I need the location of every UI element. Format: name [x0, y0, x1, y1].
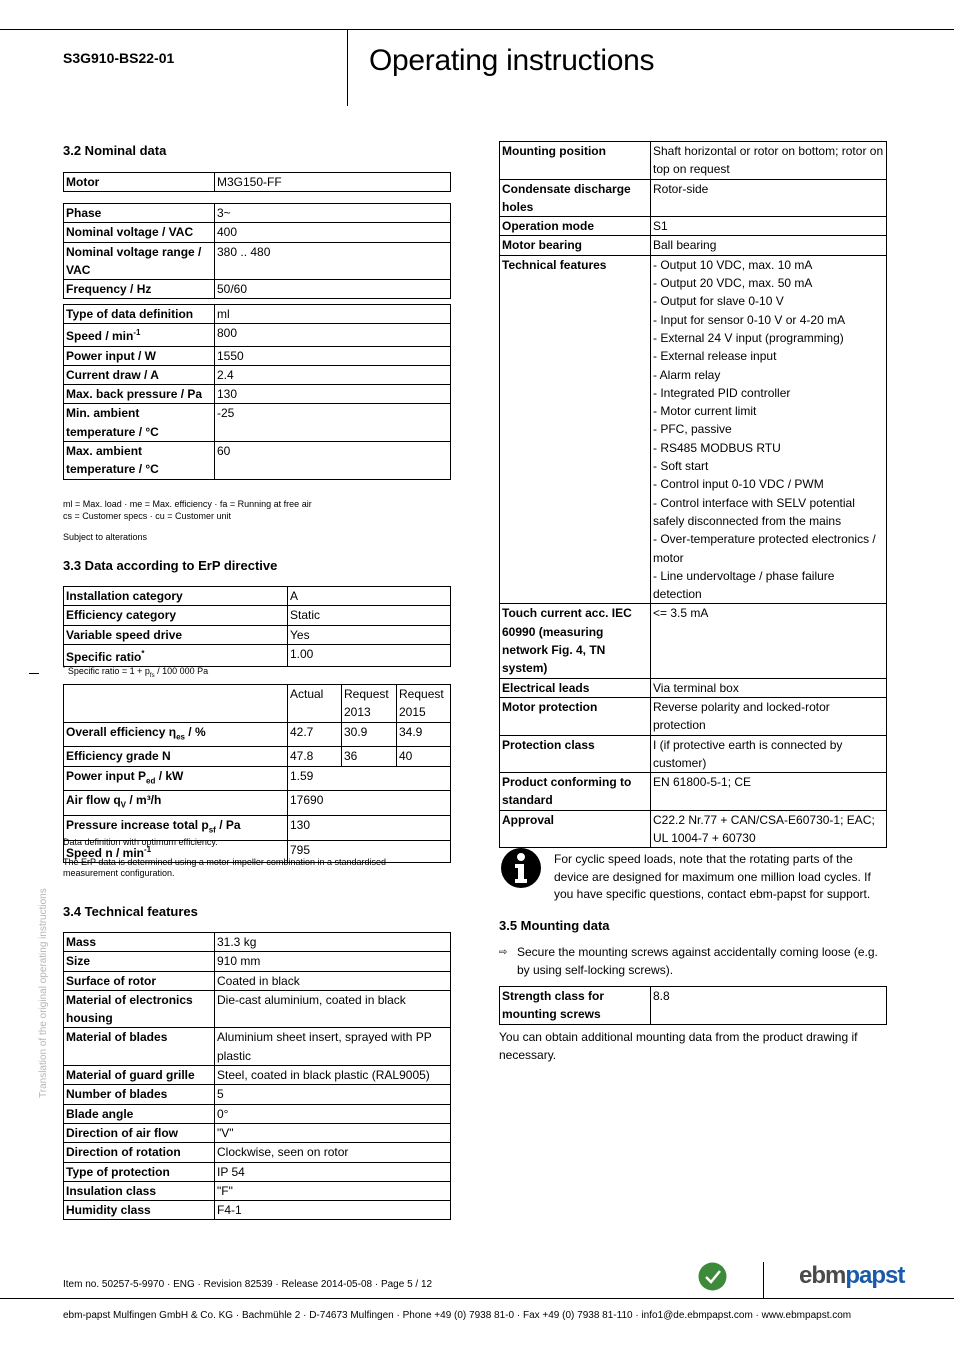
header-divider — [347, 29, 348, 106]
row-label: Condensate discharge holes — [500, 179, 651, 217]
row-value: 36 — [342, 747, 397, 766]
row-value: 47.8 — [288, 747, 342, 766]
margin-tick — [29, 673, 39, 674]
row-value: 50/60 — [215, 280, 451, 299]
row-label: Nominal voltage range / VAC — [64, 242, 215, 280]
ebmpapst-logo[interactable]: ebmpapst — [799, 1262, 905, 1289]
erp-note-1: Data definition with optimum efficiency. — [63, 837, 218, 847]
row-value: Aluminium sheet insert, sprayed with PP plastic — [215, 1028, 451, 1066]
table-row — [64, 791, 451, 816]
table-row — [64, 766, 451, 791]
table-row — [64, 305, 451, 324]
row-label: Blade angle — [64, 1104, 215, 1123]
table-row — [64, 1085, 451, 1104]
row-label: Technical features — [500, 255, 651, 604]
row-label: Protection class — [500, 735, 651, 773]
row-value: Clockwise, seen on rotor — [215, 1143, 451, 1162]
table-row — [500, 678, 887, 697]
motor-table — [63, 172, 451, 192]
footer-divider — [763, 1262, 764, 1298]
row-label: Efficiency category — [64, 606, 288, 625]
row-value: <= 3.5 mA — [651, 604, 887, 678]
table-row — [500, 697, 887, 735]
row-value: 1.00 — [288, 644, 451, 666]
table-row — [500, 236, 887, 255]
row-value: 17690 — [288, 791, 451, 816]
row-label: Power input $P_{ed}$ / kW — [64, 766, 288, 791]
row-label: Nominal voltage / VAC — [64, 223, 215, 242]
table-row — [64, 442, 451, 480]
table-row — [64, 204, 451, 223]
row-value: 30.9 — [342, 722, 397, 747]
row-value: 31.3 kg — [215, 933, 451, 952]
erp-note-2: The ErP data is determined using a motor-impeller combination in a standardised measurement configuration. — [63, 857, 387, 878]
row-value: Shaft horizontal or rotor on bottom; rotor on top on request — [651, 142, 887, 180]
footer-company: ebm-papst Mulfingen GmbH & Co. KG · Bachmühle 2 · D-74673 Mulfingen · Phone +49 (0) 7938 81-0 · Fax +49 (0) 7938 81-110 · info1@de.ebmpapst.com · www.ebmpapst.com — [63, 1310, 852, 1321]
row-label: Max. back pressure / Pa — [64, 385, 215, 404]
right-spec-table — [499, 141, 887, 848]
row-label: Humidity class — [64, 1201, 215, 1220]
row-value: Rotor-side — [651, 179, 887, 217]
row-value: 130 — [215, 385, 451, 404]
row-label: Type of protection — [64, 1162, 215, 1181]
header-rule — [0, 29, 954, 30]
table-row — [64, 1181, 451, 1200]
section-nominal-heading: 3.2 Nominal data — [63, 143, 167, 158]
row-value: Static — [288, 606, 451, 625]
row-value: 5 — [215, 1085, 451, 1104]
table-row — [64, 971, 451, 990]
row-label: Phase — [64, 204, 215, 223]
empty-header-cell — [64, 685, 288, 723]
row-label: Mounting position — [500, 142, 651, 180]
table-row — [64, 1066, 451, 1085]
table-row — [64, 365, 451, 384]
row-value: ml — [215, 305, 451, 324]
table-row — [500, 255, 887, 604]
table-row — [500, 735, 887, 773]
row-value: 8.8 — [651, 987, 887, 1025]
ratings-table — [63, 304, 451, 480]
arrow-bullet-icon: ⇨ — [499, 947, 508, 958]
row-value: 400 — [215, 223, 451, 242]
row-label: Min. ambient temperature / °C — [64, 404, 215, 442]
row-label: Approval — [500, 810, 651, 848]
row-label: Touch current acc. IEC 60990 (measuring network Fig. 4, TN system) — [500, 604, 651, 678]
row-value: A — [288, 587, 451, 606]
row-label: Strength class for mounting screws — [500, 987, 651, 1025]
row-value: 3~ — [215, 204, 451, 223]
row-value: "V" — [215, 1123, 451, 1142]
row-label: Size — [64, 952, 215, 971]
table-row — [500, 142, 887, 180]
row-label: Type of data definition — [64, 305, 215, 324]
row-label: Current draw / A — [64, 365, 215, 384]
table-row — [64, 280, 451, 299]
row-value: 1550 — [215, 346, 451, 365]
row-label: Motor bearing — [500, 236, 651, 255]
table-row — [500, 987, 887, 1025]
row-label: Material of guard grille — [64, 1066, 215, 1085]
table-row — [64, 346, 451, 365]
row-value: 1.59 — [288, 766, 451, 791]
column-header: Actual — [288, 685, 342, 723]
row-value: Ball bearing — [651, 236, 887, 255]
row-label: Electrical leads — [500, 678, 651, 697]
row-label: Material of blades — [64, 1028, 215, 1066]
specific-ratio-note: * Specific ratio = $1 + p_{fs} / 100$ 000 Pa — [63, 666, 209, 679]
row-value: 910 mm — [215, 952, 451, 971]
row-label: Overall efficiency $\eta_{es}$ / % — [64, 722, 288, 747]
table-row — [64, 1104, 451, 1123]
row-label: Direction of air flow — [64, 1123, 215, 1142]
efficiency-header-row — [64, 685, 451, 723]
row-value: 380 .. 480 — [215, 242, 451, 280]
table-row — [64, 223, 451, 242]
row-label: Direction of rotation — [64, 1143, 215, 1162]
mounting-instruction: Secure the mounting screws against accidentally coming loose (e.g. by using self-locking screws). — [517, 945, 878, 977]
erp-table — [63, 586, 451, 667]
info-icon — [500, 847, 542, 889]
table-row — [64, 990, 451, 1028]
table-row — [64, 242, 451, 280]
tech-table — [63, 932, 451, 1220]
row-value: 795 — [288, 840, 451, 862]
sidebar-translation-note: Translation of the original operating instructions — [38, 888, 49, 1098]
row-label: Number of blades — [64, 1085, 215, 1104]
row-value: 42.7 — [288, 722, 342, 747]
row-value: 130 — [288, 815, 451, 840]
row-value: 0° — [215, 1104, 451, 1123]
row-label: Mass — [64, 933, 215, 952]
row-value: 800 — [215, 324, 451, 346]
model-number: S3G910-BS22-01 — [63, 50, 175, 66]
column-header: Request 2013 — [342, 685, 397, 723]
table-row — [64, 1201, 451, 1220]
row-value: I (if protective earth is connected by customer) — [651, 735, 887, 773]
table-row — [64, 1162, 451, 1181]
table-row — [500, 773, 887, 811]
row-label: Operation mode — [500, 217, 651, 236]
table-row — [64, 933, 451, 952]
row-label: Material of electronics housing — [64, 990, 215, 1028]
row-label: Air flow $q_V / m^3/h$ — [64, 791, 288, 816]
table-row — [64, 1028, 451, 1066]
table-row — [64, 1123, 451, 1142]
legend-line-2: cs = Customer specs · cu = Customer unit — [63, 511, 232, 521]
table-row — [64, 324, 451, 346]
section-mounting-heading: 3.5 Mounting data — [499, 918, 610, 933]
footer-item-info: Item no. 50257-5-9970 · ENG · Revision 82539 · Release 2014-05-08 · Page 5 / 12 — [63, 1279, 433, 1290]
row-label: Efficiency grade N — [64, 747, 288, 766]
section-tech-heading: 3.4 Technical features — [63, 904, 198, 919]
page-title: Operating instructions — [369, 44, 655, 77]
table-row — [64, 173, 451, 192]
row-value: Die-cast aluminium, coated in black — [215, 990, 451, 1028]
table-row — [64, 606, 451, 625]
row-label: Power input / W — [64, 346, 215, 365]
subject-note: Subject to alterations — [63, 532, 148, 542]
row-label: Specific ratio* — [64, 644, 288, 666]
row-label: Speed / $\min^{-1}$ — [64, 324, 215, 346]
legend-line-1: ml = Max. load · me = Max. efficiency · fa = Running at free air — [63, 499, 312, 509]
row-label: Speed n / $\min^{-1}$ — [64, 840, 288, 862]
row-value: EN 61800-5-1; CE — [651, 773, 887, 811]
row-value: M3G150-FF — [215, 173, 451, 192]
footer-rule — [0, 1298, 954, 1299]
row-label: Surface of rotor — [64, 971, 215, 990]
table-row — [64, 747, 451, 766]
row-value: 2.4 — [215, 365, 451, 384]
mounting-table — [499, 986, 887, 1025]
table-row — [64, 1143, 451, 1162]
row-label: Variable speed drive — [64, 625, 288, 644]
electrical-table — [63, 203, 451, 299]
table-row — [500, 810, 887, 848]
table-row — [64, 625, 451, 644]
row-value: "F" — [215, 1181, 451, 1200]
green-tech-logo-icon — [698, 1262, 727, 1291]
row-value: Yes — [288, 625, 451, 644]
row-value: Steel, coated in black plastic (RAL9005) — [215, 1066, 451, 1085]
row-value: S1 — [651, 217, 887, 236]
row-value: -25 — [215, 404, 451, 442]
row-value: Coated in black — [215, 971, 451, 990]
table-row — [64, 404, 451, 442]
table-row — [500, 217, 887, 236]
row-label: Pressure increase total $p_{sf}$ / Pa — [64, 815, 288, 840]
row-label: Motor — [64, 173, 215, 192]
mounting-footer-note: You can obtain additional mounting data from the product drawing if necessary. — [499, 1030, 858, 1062]
row-value: 40 — [397, 747, 451, 766]
table-row — [64, 722, 451, 747]
table-row — [64, 587, 451, 606]
row-label: Product conforming to standard — [500, 773, 651, 811]
row-value: Reverse polarity and locked-rotor protection — [651, 697, 887, 735]
row-label: Frequency / Hz — [64, 280, 215, 299]
row-value: F4-1 — [215, 1201, 451, 1220]
row-label: Installation category — [64, 587, 288, 606]
table-row — [64, 952, 451, 971]
table-row — [64, 385, 451, 404]
section-erp-heading: 3.3 Data according to ErP directive — [63, 558, 278, 573]
row-label: Motor protection — [500, 697, 651, 735]
row-label: Insulation class — [64, 1181, 215, 1200]
row-value: 34.9 — [397, 722, 451, 747]
row-value: IP 54 — [215, 1162, 451, 1181]
info-text: For cyclic speed loads, note that the rotating parts of the device are designed for maximum one million load cycles. If you have specific questions, contact ebm-papst for support. — [554, 852, 871, 901]
row-value: Via terminal box — [651, 678, 887, 697]
row-label: Max. ambient temperature / °C — [64, 442, 215, 480]
table-row — [500, 604, 887, 678]
column-header: Request 2015 — [397, 685, 451, 723]
table-row — [500, 179, 887, 217]
row-value: - Output 10 VDC, max. 10 mA - Output 20 VDC, max. 50 mA - Output for slave 0-10 V - Input for sensor 0-10 V or 4-20 mA - External 24 V input (programming) - External release input - Alarm relay - Integrated PID controller - Motor current limit - PFC, passive - RS485 MODBUS RTU - Soft start - Control input 0-10 VDC / PWM - Control interface with SELV potential safely disconnected from the mains - Over-temperature protected electronics / motor - Line undervoltage / phase failure detection — [651, 255, 887, 604]
row-value: 60 — [215, 442, 451, 480]
row-value: C22.2 Nr.77 + CAN/CSA-E60730-1; EAC; UL 1004-7 + 60730 — [651, 810, 887, 848]
